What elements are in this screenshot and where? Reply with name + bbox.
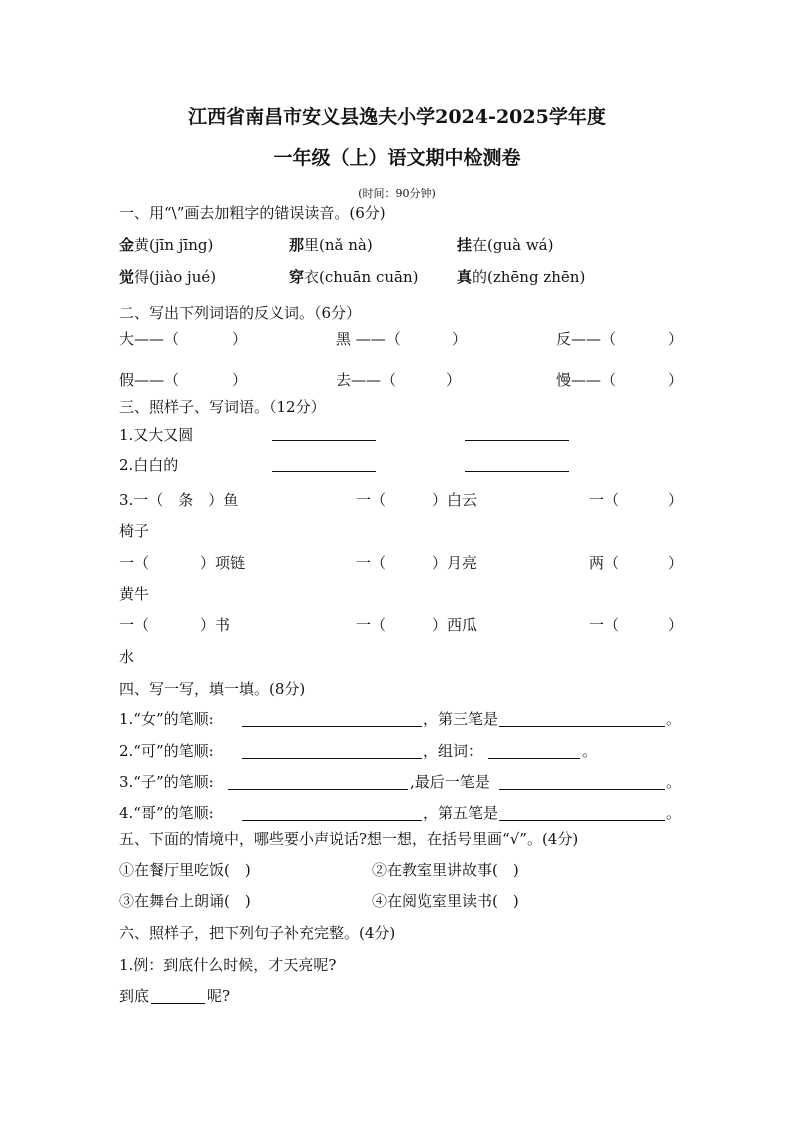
s1-item-2-bold: 那 [289,236,305,254]
s3-row2-c4: ）月亮 [432,554,478,572]
s3-row3-c6: ） [668,616,684,634]
s1-item-1 [119,238,213,253]
s3-ex2-blank-1[interactable] [272,471,376,472]
s3-row2-tail: 黄牛 [119,585,150,603]
s3-row2-c3: 一（ [356,554,387,572]
s3-ex1-blank-2[interactable] [465,440,569,441]
s4-line-4-end: 。 [666,804,682,822]
s6-answer-blank[interactable] [151,1003,205,1004]
s3-row3-tail: 水 [119,648,135,666]
s1-item-3-bold: 挂 [457,236,473,254]
s3-row3-c5: 一（ [589,616,620,634]
s4-line-1-blank-1[interactable] [242,726,422,727]
s4-line-4-blank-1[interactable] [242,820,422,821]
s4-line-2-label: 2.“可”的笔顺: [119,742,214,760]
s2-item-3-close: ） [668,330,684,348]
s4-line-2-end: 。 [582,742,598,760]
s3-row2-c5: 两（ [589,554,620,572]
section5-heading: 五、下面的情境中，哪些要小声说话?想一想，在括号里画“√”。(4分) [119,830,579,848]
s2-item-6: 慢——（ [556,371,617,389]
s3-ex2-blank-2[interactable] [465,471,569,472]
s3-row2-c1: 一（ [119,554,150,572]
s4-line-1-mid: ，第三笔是 [423,710,499,728]
s4-line-3-label: 3.“子”的笔顺: [119,773,214,791]
s3-row1-c3: ）白云 [432,491,478,509]
section1-heading: 一、用“\”画去加粗字的错误读音。(6分) [119,204,386,222]
s3-row1-tail: 椅子 [119,522,150,540]
s3-row1-c5: ） [668,491,684,509]
s5-item-1: ①在餐厅里吃饭( ) [119,861,251,879]
s1-item-6-rest: 的(zhēng zhēn) [472,268,586,286]
s2-item-1: 大——（ [119,330,180,348]
s3-row3-c3: 一（ [356,616,387,634]
s3-row3-c1: 一（ [119,616,150,634]
s1-item-4-bold: 觉 [119,268,135,286]
s1-item-1-bold: 金 [119,236,135,254]
s1-item-2-rest: 里(nǎ nà) [304,236,373,254]
s3-row2-c6: ） [668,554,684,572]
exam-time: (时间：90分钟) [358,187,436,200]
s3-example-2: 2.白白的 [119,456,179,474]
s2-item-5-close: ） [446,371,462,389]
s1-item-1-rest: 黄(jīn jīng) [134,236,214,254]
s4-line-3-blank-2[interactable] [499,789,665,790]
s4-line-3-blank-1[interactable] [228,789,408,790]
s3-row1-c1: 3.一（ 条 ）鱼 [119,491,239,509]
s1-item-6 [457,270,585,285]
s4-line-3-mid: ,最后一笔是 [410,773,490,791]
s1-item-4-rest: 得(jiào jué) [134,268,217,286]
s5-item-2: ②在教室里讲故事( ) [372,861,519,879]
exam-title-line2: 一年级（上）语文期中检测卷 [273,147,521,169]
s1-item-5-rest: 衣(chuān cuān) [304,268,419,286]
s1-item-5-bold: 穿 [289,268,305,286]
exam-title-line1: 江西省南昌市安义县逸夫小学2024-2025学年度 [188,106,606,128]
s5-item-4: ④在阅览室里读书( ) [372,892,519,910]
section2-heading: 二、写出下列词语的反义词。（6分） [119,304,362,322]
s6-example: 1.例：到底什么时候，才天亮呢? [119,956,337,974]
s4-line-2-blank-2[interactable] [488,758,580,759]
s4-line-4-blank-2[interactable] [499,820,665,821]
s5-item-3: ③在舞台上朗诵( ) [119,892,251,910]
s3-row3-c2: ）书 [200,616,231,634]
s4-line-1-label: 1.“女”的笔顺: [119,710,214,728]
s3-row1-c4: 一（ [589,491,620,509]
s6-answer-start: 到底 [119,987,150,1005]
s4-line-4-mid: ，第五笔是 [423,804,499,822]
section4-heading: 四、写一写，填一填。(8分) [119,680,306,698]
s4-line-2-blank-1[interactable] [242,758,422,759]
s3-row2-c2: ）项链 [200,554,246,572]
s6-answer-end: 呢? [207,987,231,1005]
s1-item-6-bold: 真 [457,268,473,286]
s1-item-4 [119,270,216,285]
s2-item-1-close: ） [232,330,248,348]
s3-row3-c4: ）西瓜 [432,616,478,634]
s4-line-4-label: 4.“哥”的笔顺: [119,804,214,822]
s2-item-4-close: ） [232,371,248,389]
s1-item-3-rest: 在(guà wá) [472,236,554,254]
s1-item-3 [457,238,553,253]
s1-item-2 [289,238,373,253]
section6-heading: 六、照样子，把下列句子补充完整。(4分) [119,924,396,942]
s4-line-1-end: 。 [666,710,682,728]
s2-item-4: 假——（ [119,371,180,389]
s2-item-2-close: ） [452,330,468,348]
s2-item-2: 黑 ——（ [336,330,401,348]
s4-line-2-mid: ，组词： [423,742,484,760]
s3-ex1-blank-1[interactable] [272,440,376,441]
section3-heading: 三、照样子、写词语。（12分） [119,398,326,416]
s4-line-1-blank-2[interactable] [499,726,665,727]
s2-item-6-close: ） [668,371,684,389]
s3-example-1: 1.又大又圆 [119,426,194,444]
s4-line-3-end: 。 [666,773,682,791]
s3-row1-c2: 一（ [356,491,387,509]
s2-item-3: 反——（ [556,330,617,348]
s1-item-5 [289,270,418,285]
s2-item-5: 去——（ [336,371,397,389]
